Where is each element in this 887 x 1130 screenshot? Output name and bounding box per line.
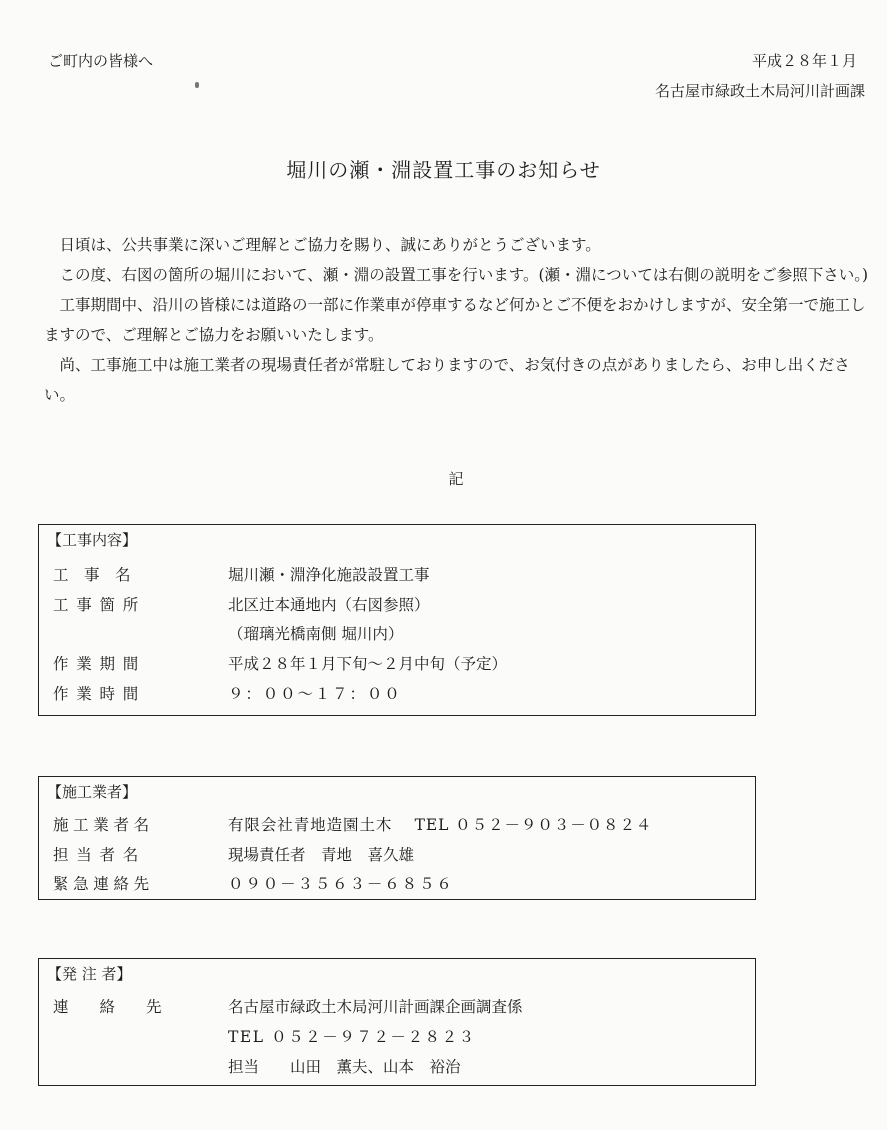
row-key: 施工業者名 bbox=[53, 816, 154, 834]
row-key: 作業時間 bbox=[53, 685, 147, 703]
issue-date: 平成２８年１月 bbox=[751, 52, 857, 70]
notice-title: 堀川の瀬・淵設置工事のお知らせ bbox=[286, 158, 601, 182]
ki-marker: 記 bbox=[448, 470, 464, 488]
contractor-heading: 【施工業者】 bbox=[47, 783, 138, 801]
body-paragraph: 尚、工事施工中は施工業者の現場責任者が常駐しておりますので、お気付きの点がありましたら、お申し出ください。 bbox=[44, 356, 850, 404]
client-row bbox=[53, 995, 523, 1017]
contractor-row bbox=[53, 813, 653, 835]
construction-row bbox=[53, 652, 508, 674]
row-value: TEL ０５２－９７２－２８２３ bbox=[228, 1028, 476, 1046]
row-value: 名古屋市緑政土木局河川計画課企画調査係 bbox=[228, 998, 523, 1016]
row-value: 現場責任者 青地 喜久雄 bbox=[228, 846, 415, 864]
row-value: 平成２８年１月下旬～２月中旬（予定） bbox=[228, 655, 508, 673]
row-key: 担当者名 bbox=[53, 846, 147, 864]
construction-row bbox=[53, 622, 404, 643]
row-value: 北区辻本通地内（右図参照） bbox=[228, 596, 430, 614]
row-key: 工 事 名 bbox=[53, 566, 131, 584]
row-value: 有限会社青地造園土木 TEL ０５２－９０３－０８２４ bbox=[228, 816, 653, 834]
row-key: 連 絡 先 bbox=[53, 998, 162, 1016]
client-row bbox=[53, 1025, 476, 1046]
construction-details-box bbox=[38, 524, 756, 716]
contractor-row bbox=[53, 872, 454, 894]
addressee: ご町内の皆様へ bbox=[48, 52, 154, 70]
construction-heading: 【工事内容】 bbox=[47, 531, 138, 549]
row-value: 堀川瀬・淵浄化施設設置工事 bbox=[228, 566, 430, 584]
issuer-department: 名古屋市緑政土木局河川計画課 bbox=[654, 82, 865, 100]
client-box bbox=[38, 958, 756, 1086]
row-value: ９：００～１７：００ bbox=[228, 685, 402, 703]
body-paragraph: この度、右図の箇所の堀川において、瀬・淵の設置工事を行います。(瀬・淵については右側の説明をご参照下さい。) bbox=[59, 266, 868, 284]
construction-row bbox=[53, 682, 402, 704]
construction-row bbox=[53, 593, 430, 615]
notice-body bbox=[44, 230, 870, 410]
client-heading: 【発 注 者】 bbox=[47, 965, 132, 983]
row-key: 作業期間 bbox=[53, 655, 147, 673]
body-paragraph: 日頃は、公共事業に深いご理解とご協力を賜り、誠にありがとうございます。 bbox=[59, 236, 601, 254]
row-key: 緊急連絡先 bbox=[53, 875, 154, 893]
body-paragraph: 工事期間中、沿川の皆様には道路の一部に作業車が停車するなど何かとご不便をおかけしますが、安全第一で施工しますので、ご理解とご協力をお願いいたします。 bbox=[44, 296, 866, 344]
contractor-box bbox=[38, 776, 756, 900]
row-key: 工事箇所 bbox=[53, 596, 147, 614]
row-value: ０９０－３５６３－６８５６ bbox=[228, 875, 454, 893]
client-row bbox=[53, 1055, 461, 1076]
scan-speck bbox=[195, 82, 199, 88]
row-value: （瑠璃光橋南側 堀川内） bbox=[228, 625, 404, 643]
construction-row bbox=[53, 563, 430, 585]
row-value: 担当 山田 薫夫、山本 裕治 bbox=[228, 1058, 461, 1076]
contractor-row bbox=[53, 843, 415, 865]
